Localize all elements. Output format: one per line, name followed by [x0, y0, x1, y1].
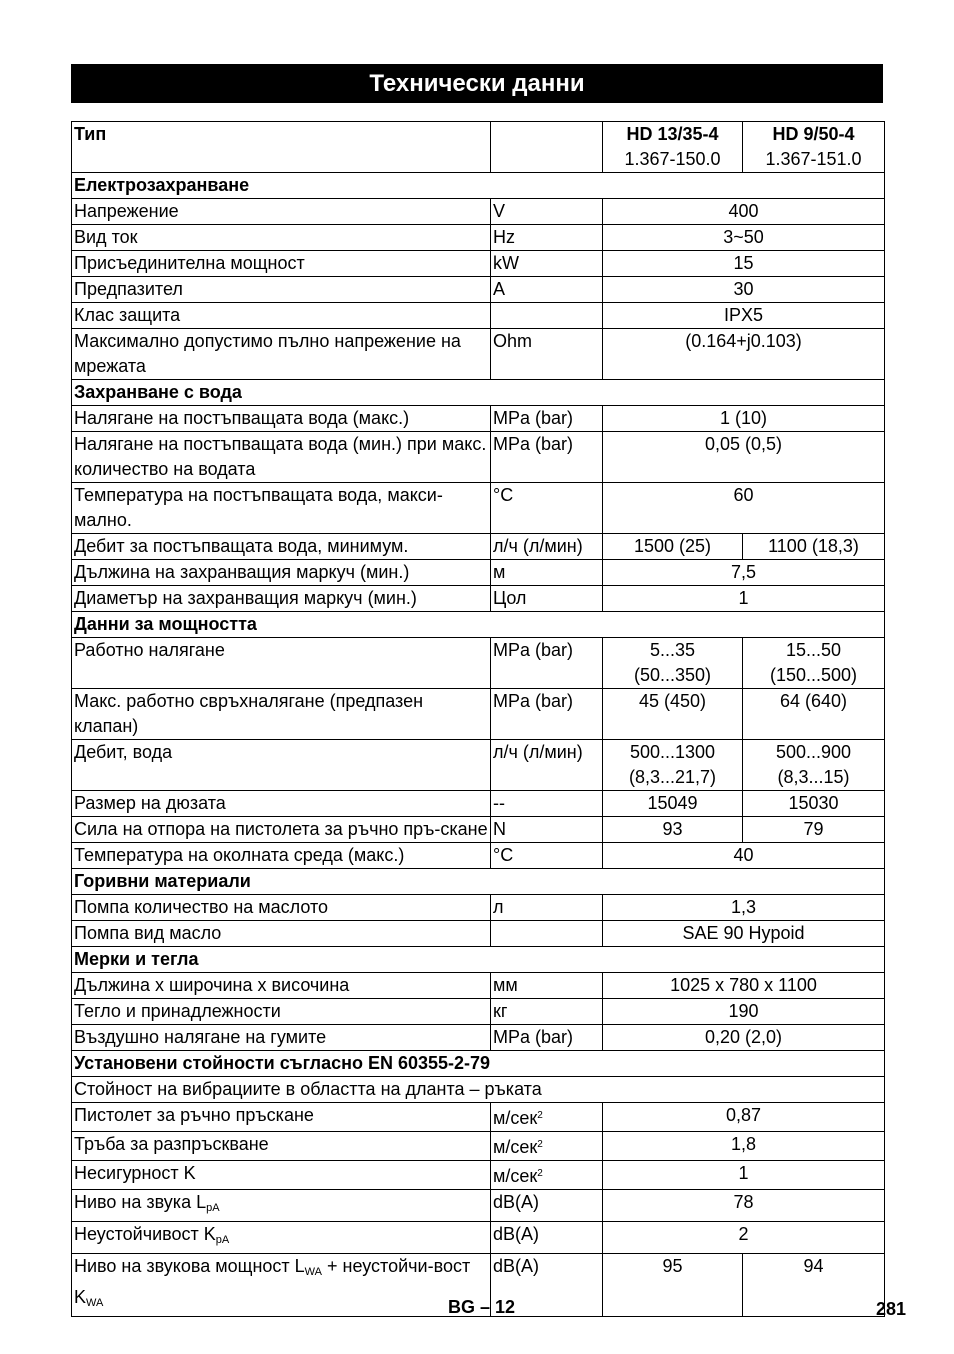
table-row: [72, 1077, 885, 1103]
table-row: [72, 303, 885, 329]
table-row: [72, 586, 885, 612]
unit-sup: 2: [537, 1168, 543, 1179]
row-unit: A: [491, 277, 603, 303]
table-row: [72, 432, 885, 483]
row-value: 0,20 (2,0): [603, 1025, 885, 1051]
table-row: [72, 1103, 885, 1132]
table-row: [72, 251, 885, 277]
label-text: + неустойчи-вост K: [74, 1256, 471, 1307]
row-value: 30: [603, 277, 885, 303]
value-range: 15...50: [785, 640, 842, 660]
table-row: [72, 973, 885, 999]
row-value: 1025 x 780 x 1100: [603, 973, 885, 999]
row-unit: °C: [491, 483, 603, 534]
type-label: Тип: [72, 122, 491, 173]
row-value-2: 1100 (18,3): [743, 534, 885, 560]
row-value: SAE 90 Hypoid: [603, 921, 885, 947]
row-label: Предпазител: [72, 277, 491, 303]
vibration-title: Стойност на вибрациите в областта на дланта – ръката: [72, 1077, 885, 1103]
row-label: Присъединителна мощност: [72, 251, 491, 277]
row-label: Дебит, вода: [72, 740, 491, 791]
label-sub: pA: [215, 1234, 230, 1246]
label-sub: pA: [206, 1202, 220, 1214]
row-unit: dB(A): [491, 1222, 603, 1254]
row-label: Температура на околната среда (макс.): [72, 843, 491, 869]
row-label: Макс. работно свръхналягане (предпазен клапан): [72, 689, 491, 740]
section-dims: Мерки и тегла: [72, 947, 885, 973]
row-label: Вид ток: [72, 225, 491, 251]
row-value: 1,8: [603, 1132, 885, 1161]
model-1-cell: [603, 122, 743, 173]
row-value-1: 93: [603, 817, 743, 843]
section-row: [72, 173, 885, 199]
label-sub: WA: [86, 1297, 104, 1309]
row-value-1: 45 (450): [603, 689, 743, 740]
row-unit: кг: [491, 999, 603, 1025]
model-1-name: HD 13/35-4: [626, 124, 719, 144]
section-row: [72, 612, 885, 638]
row-value: 40: [603, 843, 885, 869]
row-label: Клас защита: [72, 303, 491, 329]
table-row: [72, 740, 885, 791]
row-value-1: [603, 740, 743, 791]
row-label: Сила на отпора на пистолета за ръчно пръ-скане: [72, 817, 491, 843]
table-row: [72, 638, 885, 689]
label-sub: WA: [304, 1266, 322, 1278]
table-row: [72, 534, 885, 560]
empty-cell: [491, 122, 603, 173]
row-value: (0.164+j0.103): [603, 329, 885, 380]
row-value: 15: [603, 251, 885, 277]
row-value: 2: [603, 1222, 885, 1254]
row-label: Дебит за постъпващата вода, минимум.: [72, 534, 491, 560]
row-value-2: 79: [743, 817, 885, 843]
section-row: [72, 1051, 885, 1077]
table-row: [72, 791, 885, 817]
table-row: [72, 1132, 885, 1161]
row-label: Температура на постъпващата вода, макси-мално.: [72, 483, 491, 534]
row-value: 60: [603, 483, 885, 534]
label-text: Ниво на звука L: [74, 1192, 207, 1212]
page-title: Технически данни: [71, 64, 883, 103]
table-row: [72, 921, 885, 947]
table-row: [72, 1025, 885, 1051]
row-value: 400: [603, 199, 885, 225]
table-row: [72, 329, 885, 380]
row-label: Несигурност K: [72, 1161, 491, 1190]
row-label: Напрежение: [72, 199, 491, 225]
table-row: [72, 277, 885, 303]
row-unit: [491, 303, 603, 329]
row-unit: [491, 921, 603, 947]
row-unit: N: [491, 817, 603, 843]
row-label: Помпа количество на маслото: [72, 895, 491, 921]
row-value-1: 1500 (25): [603, 534, 743, 560]
label-text: Ниво на звукова мощност L: [74, 1256, 305, 1276]
row-value-2: [743, 638, 885, 689]
model-2-cell: [743, 122, 885, 173]
row-unit: dB(A): [491, 1190, 603, 1222]
model-1-code: 1.367-150.0: [624, 149, 721, 169]
row-value: 0,87: [603, 1103, 885, 1132]
value-range-bar: (150...500): [769, 665, 858, 685]
row-label: Диаметър на захранващия маркуч (мин.): [72, 586, 491, 612]
row-unit: dB(A): [491, 1254, 603, 1317]
section-row: [72, 380, 885, 406]
row-value: 190: [603, 999, 885, 1025]
row-label: Тегло и принадлежности: [72, 999, 491, 1025]
row-unit: kW: [491, 251, 603, 277]
row-label: [72, 1190, 491, 1222]
row-value: 78: [603, 1190, 885, 1222]
model-2-code: 1.367-151.0: [765, 149, 862, 169]
row-value: 3~50: [603, 225, 885, 251]
row-unit: л/ч (л/мин): [491, 534, 603, 560]
table-row: [72, 999, 885, 1025]
unit-text: м/сек: [493, 1137, 538, 1157]
table-row: [72, 843, 885, 869]
row-value-2: 15030: [743, 791, 885, 817]
row-label: Максимално допустимо пълно напрежение на мрежата: [72, 329, 491, 380]
row-unit: MPa (bar): [491, 1025, 603, 1051]
row-value: IPX5: [603, 303, 885, 329]
row-label: Работно налягане: [72, 638, 491, 689]
row-unit: MPa (bar): [491, 406, 603, 432]
row-label: [72, 1222, 491, 1254]
row-unit: MPa (bar): [491, 638, 603, 689]
row-value-2: 64 (640): [743, 689, 885, 740]
row-label: [72, 1254, 491, 1317]
row-unit: MPa (bar): [491, 432, 603, 483]
row-unit: Hz: [491, 225, 603, 251]
row-unit: [491, 1161, 603, 1190]
value-range-lmin: (8,3...21,7): [628, 767, 717, 787]
table-row: [72, 199, 885, 225]
table-row: [72, 560, 885, 586]
row-unit: л/ч (л/мин): [491, 740, 603, 791]
table-row: [72, 1190, 885, 1222]
section-power: Електрозахранване: [72, 173, 885, 199]
row-label: Пистолет за ръчно пръскане: [72, 1103, 491, 1132]
row-value-1: [603, 638, 743, 689]
row-unit: V: [491, 199, 603, 225]
row-unit: м: [491, 560, 603, 586]
row-unit: [491, 1132, 603, 1161]
row-value: 1: [603, 586, 885, 612]
value-range: 500...900: [775, 742, 852, 762]
table-row: [72, 483, 885, 534]
row-value: 0,05 (0,5): [603, 432, 885, 483]
unit-text: м/сек: [493, 1108, 538, 1128]
row-value: 7,5: [603, 560, 885, 586]
section-row: [72, 947, 885, 973]
unit-text: м/сек: [493, 1166, 538, 1186]
row-value: 1,3: [603, 895, 885, 921]
row-label: Въздушно налягане на гумите: [72, 1025, 491, 1051]
row-label: Дължина на захранващия маркуч (мин.): [72, 560, 491, 586]
table-row: [72, 1222, 885, 1254]
section-water: Захранване с вода: [72, 380, 885, 406]
section-row: [72, 869, 885, 895]
value-range-lmin: (8,3...15): [777, 767, 850, 787]
row-value-1: 95: [603, 1254, 743, 1317]
section-performance: Данни за мощността: [72, 612, 885, 638]
row-unit: мм: [491, 973, 603, 999]
table-row: [72, 1161, 885, 1190]
row-value-2: 94: [743, 1254, 885, 1317]
value-range: 500...1300: [629, 742, 716, 762]
row-value-1: 15049: [603, 791, 743, 817]
table-header-row: [72, 122, 885, 173]
table-row: [72, 225, 885, 251]
row-label: Тръба за разпръскване: [72, 1132, 491, 1161]
table-row: [72, 817, 885, 843]
value-range-bar: (50...350): [633, 665, 712, 685]
table-row: [72, 895, 885, 921]
row-value: 1 (10): [603, 406, 885, 432]
row-label: Дължина x широчина x височина: [72, 973, 491, 999]
row-label: Размер на дюзата: [72, 791, 491, 817]
section-fuel: Горивни материали: [72, 869, 885, 895]
row-value: 1: [603, 1161, 885, 1190]
table-row: [72, 406, 885, 432]
row-value-2: [743, 740, 885, 791]
row-unit: Ohm: [491, 329, 603, 380]
label-text: Неустойчивост K: [74, 1224, 216, 1244]
page-number: 281: [876, 1299, 907, 1319]
spec-table: [71, 121, 885, 1317]
footer-section-label: BG – 12: [448, 1297, 516, 1317]
row-label: Налягане на постъпващата вода (мин.) при макс. количество на водата: [72, 432, 491, 483]
row-unit: MPa (bar): [491, 689, 603, 740]
unit-sup: 2: [537, 1110, 543, 1121]
row-unit: Цол: [491, 586, 603, 612]
row-unit: °C: [491, 843, 603, 869]
model-2-name: HD 9/50-4: [772, 124, 855, 144]
value-range: 5...35: [649, 640, 696, 660]
section-en: Установени стойности съгласно EN 60355-2-79: [72, 1051, 885, 1077]
unit-sup: 2: [537, 1139, 543, 1150]
table-row: [72, 689, 885, 740]
row-unit: [491, 1103, 603, 1132]
row-label: Налягане на постъпващата вода (макс.): [72, 406, 491, 432]
row-unit: --: [491, 791, 603, 817]
row-unit: л: [491, 895, 603, 921]
row-label: Помпа вид масло: [72, 921, 491, 947]
